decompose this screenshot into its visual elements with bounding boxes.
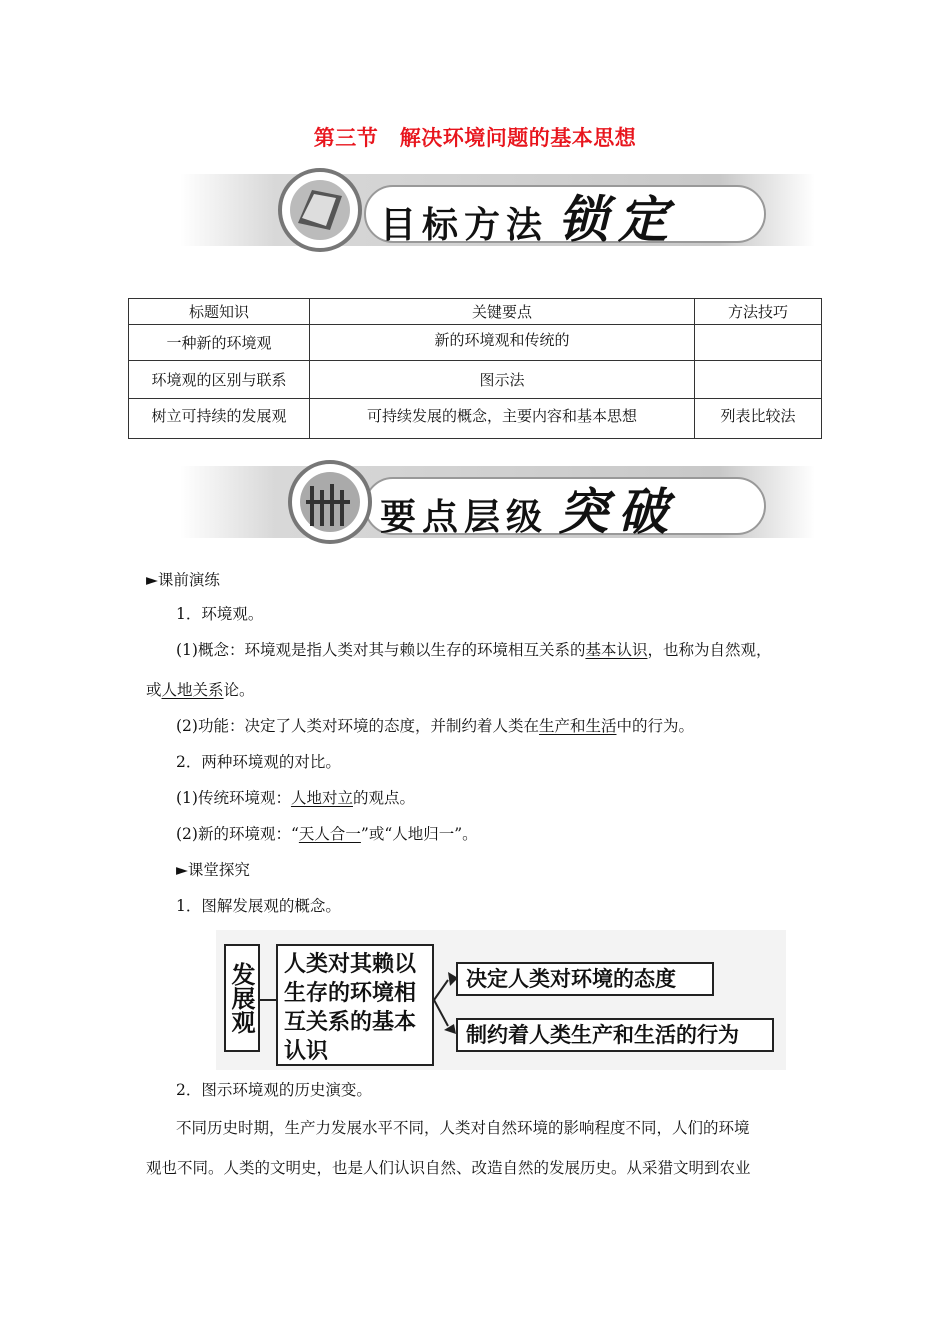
table-header: 标题知识 — [129, 299, 310, 325]
table-cell: 可持续发展的概念，主要内容和基本思想 — [310, 399, 695, 439]
banner-label-big: 锁定 — [558, 191, 679, 249]
paragraph: (2)功能：决定了人类对环境的态度，并制约着人类在生产和生活中的行为。 — [176, 717, 694, 735]
paragraph: 观也不同。人类的文明史，也是人们认识自然、改造自然的发展历史。从采猎文明到农业 — [146, 1159, 751, 1177]
paragraph: (2)新的环境观：“天人合一”或“人地归一”。 — [176, 825, 478, 843]
answer-blank: 人地对立 — [290, 789, 353, 807]
table-cell — [695, 325, 822, 361]
table-cell: 一种新的环境观 — [129, 325, 310, 361]
banner-objectives — [180, 168, 815, 252]
list-item: 1．环境观。 — [176, 605, 264, 623]
banner-label-big: 突破 — [558, 483, 679, 541]
table-cell: 图示法 — [310, 361, 695, 399]
page-title: 第三节 解决环境问题的基本思想 — [313, 126, 637, 150]
paragraph: (1)概念：环境观是指人类对其与赖以生存的环境相互关系的基本认识，也称为自然观， — [176, 641, 772, 659]
answer-blank: 人地关系 — [161, 681, 224, 699]
answer-blank: 生产和生活 — [538, 717, 617, 735]
paragraph: 不同历史时期，生产力发展水平不同，人类对自然环境的影响程度不同，人们的环境 — [176, 1119, 750, 1137]
table-header: 关键要点 — [310, 299, 695, 325]
table-cell: 树立可持续的发展观 — [129, 399, 310, 439]
table-header-row — [129, 299, 822, 325]
table-cell: 新的环境观和传统的 — [310, 325, 695, 361]
answer-blank: 天人合一 — [298, 825, 361, 843]
paragraph: 或人地关系论。 — [146, 681, 255, 699]
banner-label: 目标方法 — [380, 205, 549, 246]
table-row — [129, 361, 822, 399]
answer-blank: 基本认识 — [585, 641, 648, 659]
list-item: 2．图示环境观的历史演变。 — [176, 1081, 372, 1099]
table-row — [129, 325, 822, 361]
list-item: 1．图解发展观的概念。 — [176, 897, 341, 915]
table-cell: 列表比较法 — [695, 399, 822, 439]
section-heading: ►课前演练 — [146, 571, 220, 589]
table-cell: 环境观的区别与联系 — [129, 361, 310, 399]
list-item: 2．两种环境观的对比。 — [176, 753, 341, 771]
banner-label: 要点层级 — [380, 497, 549, 538]
paragraph: (1)传统环境观：人地对立的观点。 — [176, 789, 415, 807]
diagram-box-middle: 人类对其赖以生存的环境相互关系的基本认识 — [276, 944, 434, 1066]
diagram-box-right-bottom: 制约着人类生产和生活的行为 — [456, 1018, 774, 1052]
objectives-table — [128, 298, 822, 439]
concept-diagram — [216, 930, 786, 1070]
table-header: 方法技巧 — [695, 299, 822, 325]
section-heading: ►课堂探究 — [176, 861, 250, 879]
table-cell — [695, 361, 822, 399]
diagram-box-right-top: 决定人类对环境的态度 — [456, 962, 714, 996]
diagram-box-left: 发展观 — [224, 944, 260, 1052]
banner-key-points — [180, 460, 815, 544]
table-row — [129, 399, 822, 439]
